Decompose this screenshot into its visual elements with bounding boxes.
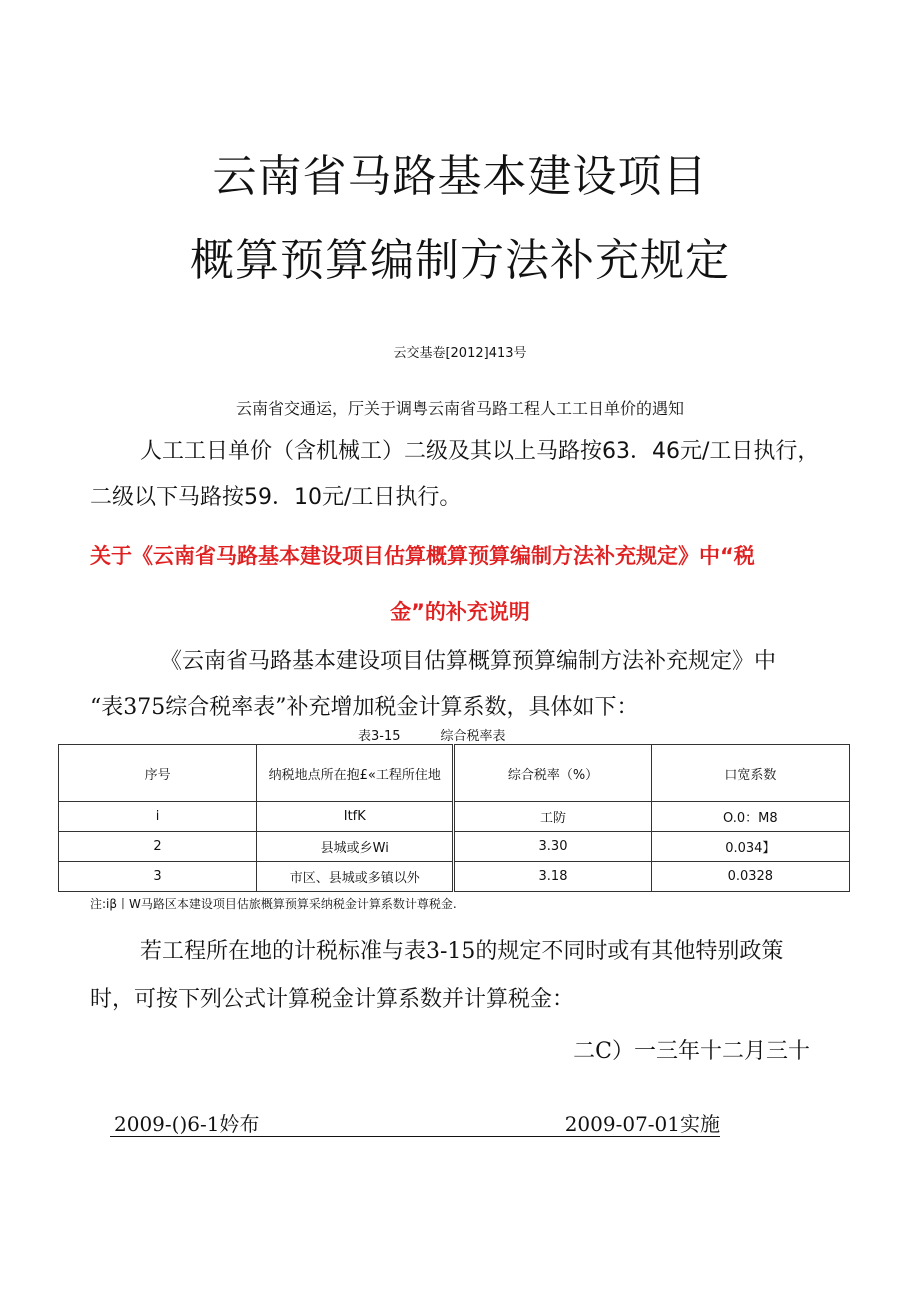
effective-date: 2009-07-01实施 <box>564 1112 720 1136</box>
document-date: 二C）一三年十二月三十 <box>573 1039 810 1064</box>
table-cell: 县城或乡Wi <box>257 832 454 862</box>
table-cell: ItfK <box>257 802 454 832</box>
wage-paragraph-line-1: 人工工日单价（含机械工）二级及其以上马路按63．46元/工日执行， <box>140 439 820 464</box>
formula-paragraph-line-1: 若工程所在地的计税标准与表3-15的规定不同时或有其他特别政策 <box>140 939 784 964</box>
table-caption-title: 综合税率表 <box>440 729 506 744</box>
document-title-line-1: 云南省马路基本建设项目 <box>212 151 708 202</box>
table-footnote: 注:iβ丨W马路区本建设项目估旅概算预算采纳税金计算系数计尊税金. <box>90 897 457 911</box>
publish-date: 2009-()6-1妗布 <box>114 1112 260 1136</box>
table-cell: 3 <box>59 862 257 892</box>
table-caption <box>358 725 506 744</box>
table-header-cell: 综合税率（%） <box>454 745 651 802</box>
red-heading-line-1: 关于《云南省马路基本建设项目估算概算预算编制方法补充规定》中“税 <box>90 544 755 568</box>
document-title-line-2: 概算预算编制方法补充规定 <box>190 235 730 286</box>
table-cell: 工防 <box>454 802 651 832</box>
table-header-row <box>59 745 850 802</box>
table-cell: 0.034】 <box>651 832 849 862</box>
table-cell: 3.30 <box>454 832 651 862</box>
footer-line <box>110 1108 720 1137</box>
table-cell: 3.18 <box>454 862 651 892</box>
table-cell: O.0：M8 <box>651 802 849 832</box>
notice-heading: 云南省交通运，厅关于调粤云南省马路工程人工工日单价的遇知 <box>235 399 684 418</box>
table-row <box>59 862 850 892</box>
intro-paragraph-line-1: 《云南省马路基本建设项目估算概算预算编制方法补充规定》中 <box>160 649 777 674</box>
red-heading-line-2: 金”的补充说明 <box>390 600 530 624</box>
document-number: 云交基卷[2012]413号 <box>393 346 527 361</box>
tax-rate-table <box>58 744 850 892</box>
table-header-cell: 序号 <box>59 745 257 802</box>
table-caption-number: 表3-15 <box>358 729 401 744</box>
table-cell: 0.0328 <box>651 862 849 892</box>
table-cell: 2 <box>59 832 257 862</box>
intro-paragraph-line-2: “表375综合税率表”补充增加税金计算系数，具体如下： <box>90 695 639 720</box>
table-cell: i <box>59 802 257 832</box>
table-header-cell: 口宽系数 <box>651 745 849 802</box>
wage-paragraph-line-2: 二级以下马路按59．10元/工日执行。 <box>90 485 462 510</box>
formula-paragraph-line-2: 时，可按下列公式计算税金计算系数并计算税金： <box>90 987 575 1012</box>
table-row <box>59 832 850 862</box>
table-header-cell: 纳税地点所在抱£«工程所住地 <box>257 745 454 802</box>
table-cell: 市区、县城或多镇以外 <box>257 862 454 892</box>
table-row <box>59 802 850 832</box>
